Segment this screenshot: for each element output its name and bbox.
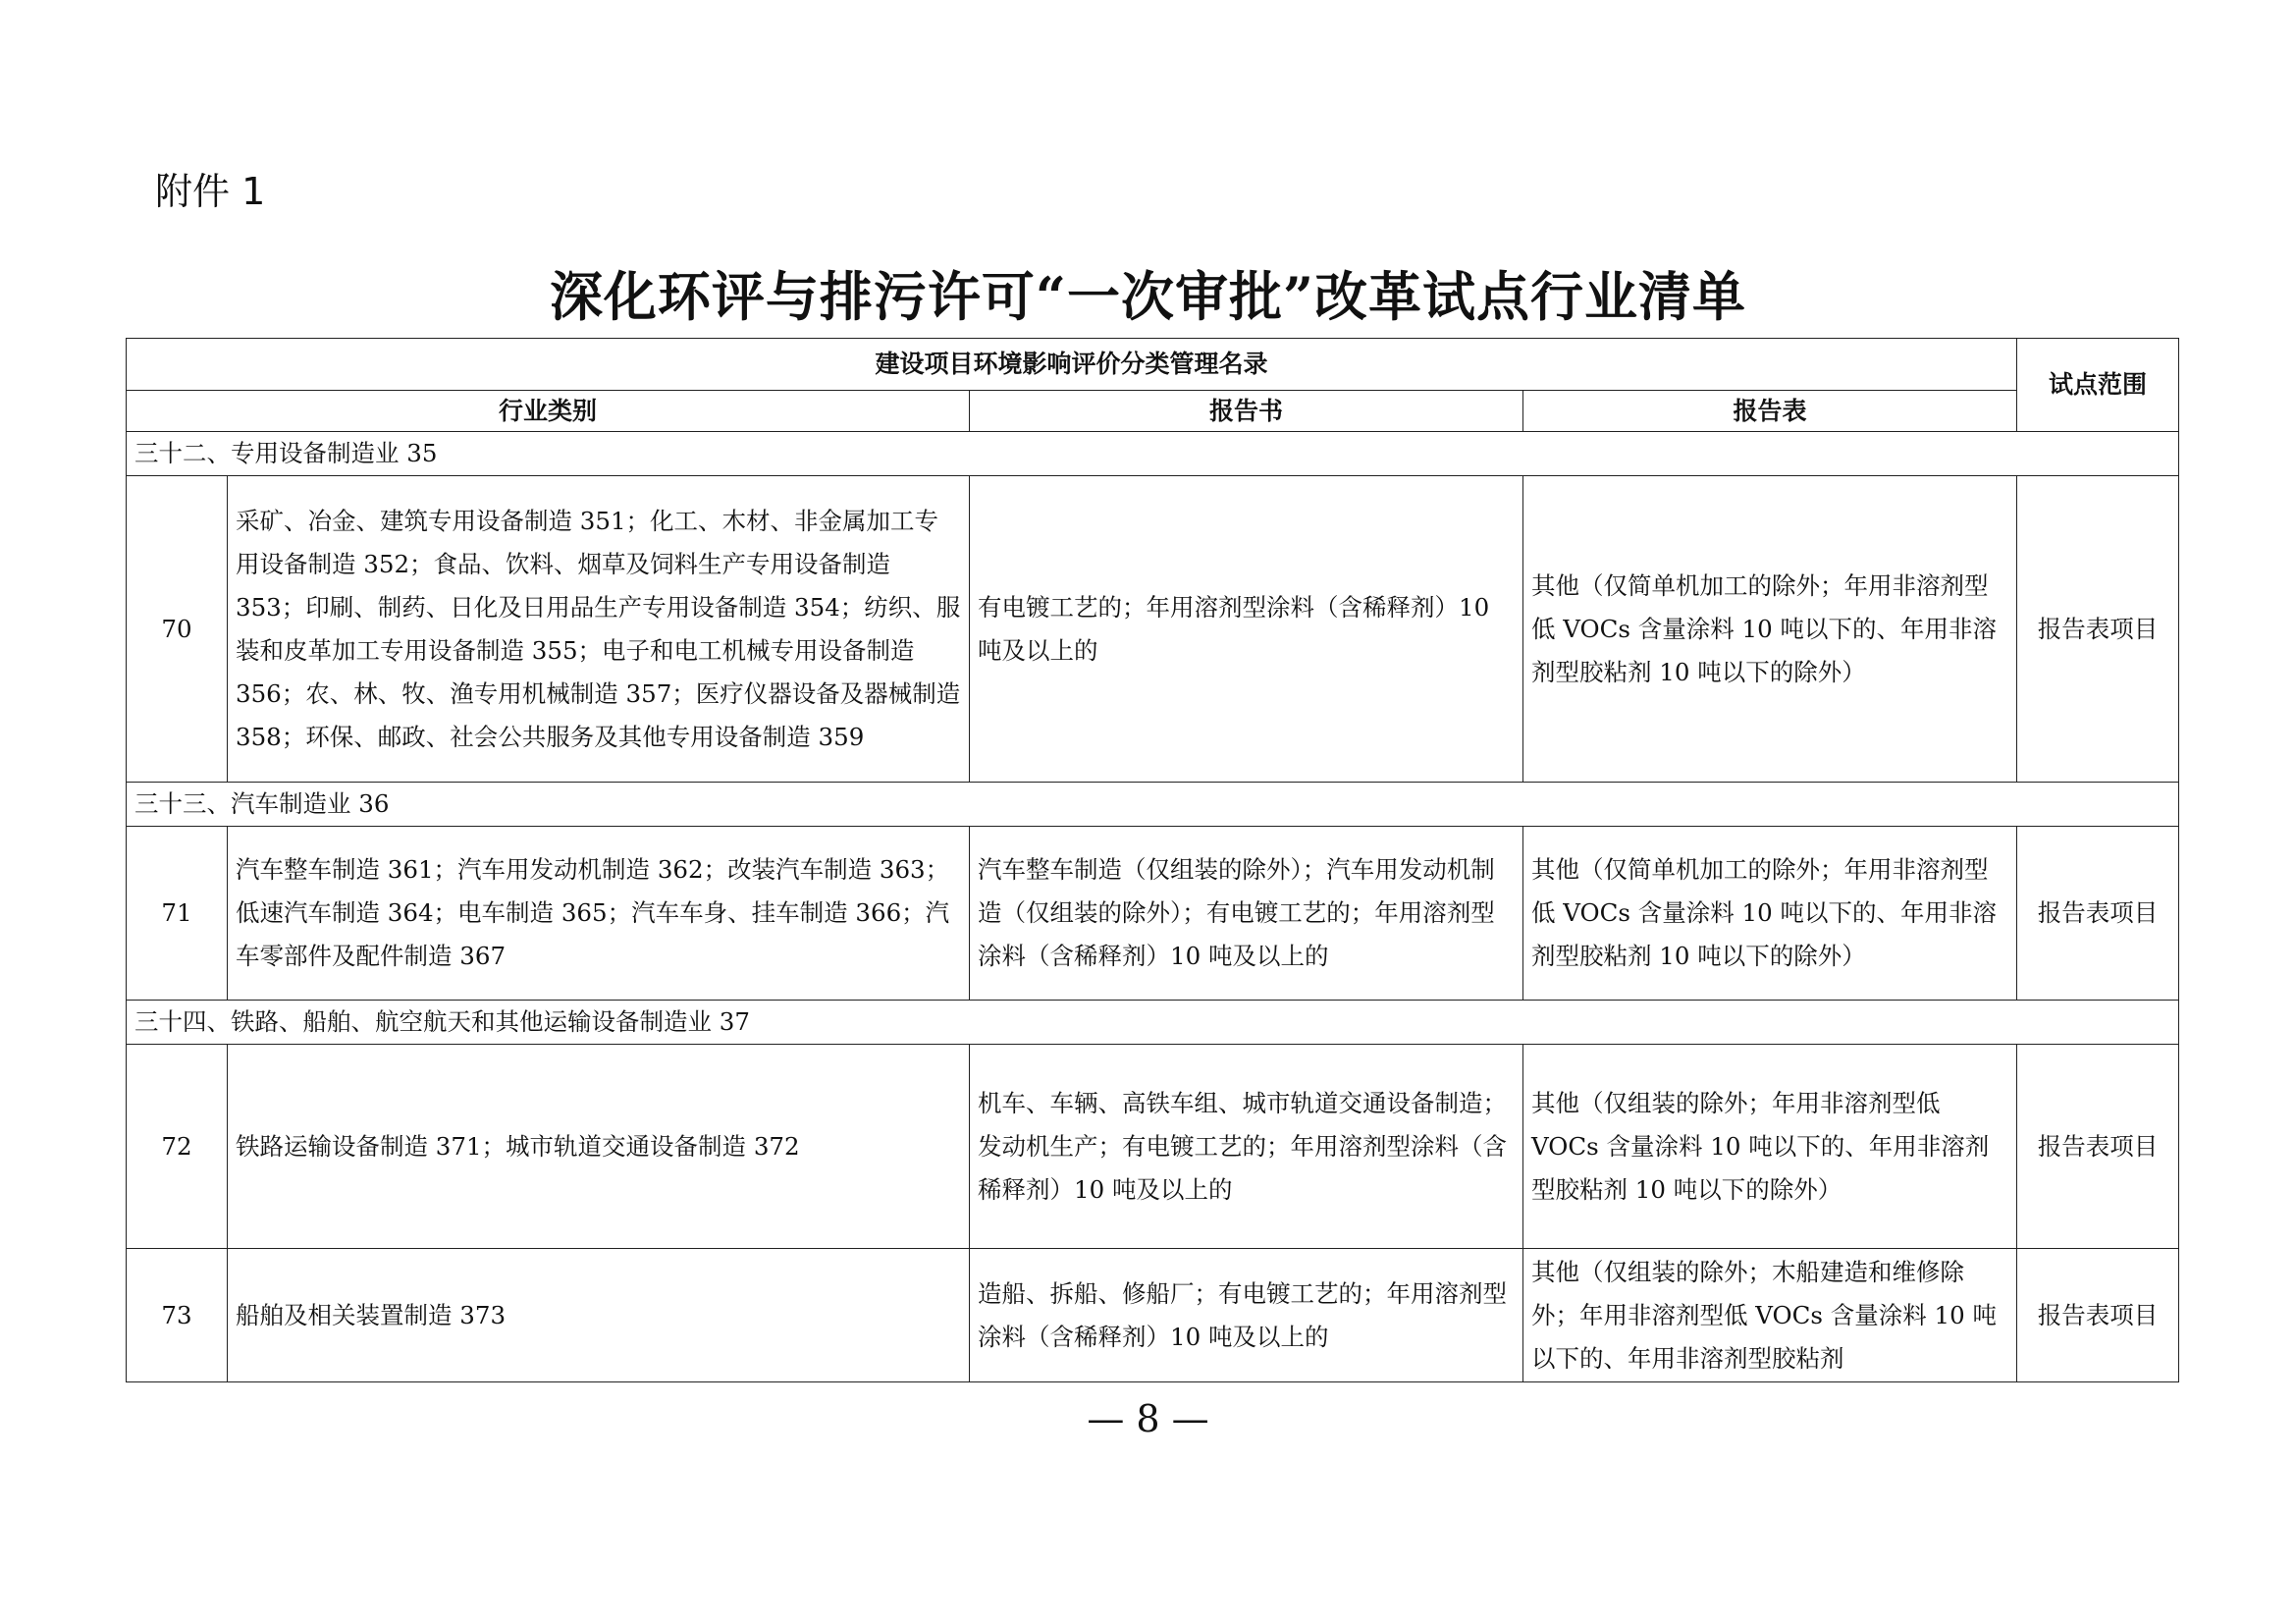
attachment-label: 附件 1: [155, 170, 266, 213]
report-book-criteria: 汽车整车制造（仅组装的除外）；汽车用发动机制造（仅组装的除外）；有电镀工艺的；年用溶剂型涂料（含稀释剂）10 吨及以上的: [970, 827, 1523, 1001]
report-form-criteria: 其他（仅组装的除外；年用非溶剂型低 VOCs 含量涂料 10 吨以下的、年用非溶剂型胶粘剂 10 吨以下的除外）: [1523, 1045, 2017, 1249]
row-number: 70: [127, 476, 228, 783]
section-heading: 三十四、铁路、船舶、航空航天和其他运输设备制造业 37: [127, 1001, 2179, 1045]
report-form-criteria: 其他（仅简单机加工的除外；年用非溶剂型低 VOCs 含量涂料 10 吨以下的、年用非溶剂型胶粘剂 10 吨以下的除外）: [1523, 827, 2017, 1001]
section-row: [127, 432, 2179, 476]
section-heading: 三十三、汽车制造业 36: [127, 783, 2179, 827]
report-book-header: 报告书: [970, 391, 1523, 432]
industry-list-table: [126, 338, 2179, 1382]
report-form-criteria: 其他（仅组装的除外；木船建造和维修除外；年用非溶剂型低 VOCs 含量涂料 10 吨以下的、年用非溶剂型胶粘剂: [1523, 1249, 2017, 1382]
pilot-scope: 报告表项目: [2017, 827, 2179, 1001]
section-heading: 三十二、专用设备制造业 35: [127, 432, 2179, 476]
table-subheader-row: [127, 391, 2179, 432]
table-header-row: [127, 339, 2179, 391]
page-number: — 8 —: [1087, 1397, 1209, 1440]
row-number: 71: [127, 827, 228, 1001]
document-title: 深化环评与排污许可“一次审批”改革试点行业清单: [549, 265, 1747, 328]
category-header: 行业类别: [127, 391, 970, 432]
section-row: [127, 783, 2179, 827]
pilot-scope: 报告表项目: [2017, 476, 2179, 783]
pilot-scope: 报告表项目: [2017, 1045, 2179, 1249]
section-row: [127, 1001, 2179, 1045]
table-row: [127, 827, 2179, 1001]
report-form-criteria: 其他（仅简单机加工的除外；年用非溶剂型低 VOCs 含量涂料 10 吨以下的、年用非溶剂型胶粘剂 10 吨以下的除外）: [1523, 476, 2017, 783]
table-row: [127, 1249, 2179, 1382]
report-form-header: 报告表: [1523, 391, 2017, 432]
table-row: [127, 1045, 2179, 1249]
row-number: 73: [127, 1249, 228, 1382]
report-book-criteria: 造船、拆船、修船厂；有电镀工艺的；年用溶剂型涂料（含稀释剂）10 吨及以上的: [970, 1249, 1523, 1382]
industry-category: 汽车整车制造 361；汽车用发动机制造 362；改装汽车制造 363；低速汽车制造 364；电车制造 365；汽车车身、挂车制造 366；汽车零部件及配件制造 367: [228, 827, 970, 1001]
industry-category: 采矿、冶金、建筑专用设备制造 351；化工、木材、非金属加工专用设备制造 352；食品、饮料、烟草及饲料生产专用设备制造 353；印刷、制药、日化及日用品生产专用设备制造 354；纺织、服装和皮革加工专用设备制造 355；电子和电工机械专用设备制造 356；农、林、牧、渔专用机械制造 357；医疗仪器设备及器械制造 358；环保、邮政、社会公共服务及其他专用设备制造 359: [228, 476, 970, 783]
scope-header: 试点范围: [2017, 339, 2179, 432]
row-number: 72: [127, 1045, 228, 1249]
industry-category: 船舶及相关装置制造 373: [228, 1249, 970, 1382]
table-row: [127, 476, 2179, 783]
report-book-criteria: 有电镀工艺的；年用溶剂型涂料（含稀释剂）10 吨及以上的: [970, 476, 1523, 783]
report-book-criteria: 机车、车辆、高铁车组、城市轨道交通设备制造；发动机生产；有电镀工艺的；年用溶剂型涂料（含稀释剂）10 吨及以上的: [970, 1045, 1523, 1249]
group-header: 建设项目环境影响评价分类管理名录: [127, 339, 2017, 391]
industry-category: 铁路运输设备制造 371；城市轨道交通设备制造 372: [228, 1045, 970, 1249]
pilot-scope: 报告表项目: [2017, 1249, 2179, 1382]
